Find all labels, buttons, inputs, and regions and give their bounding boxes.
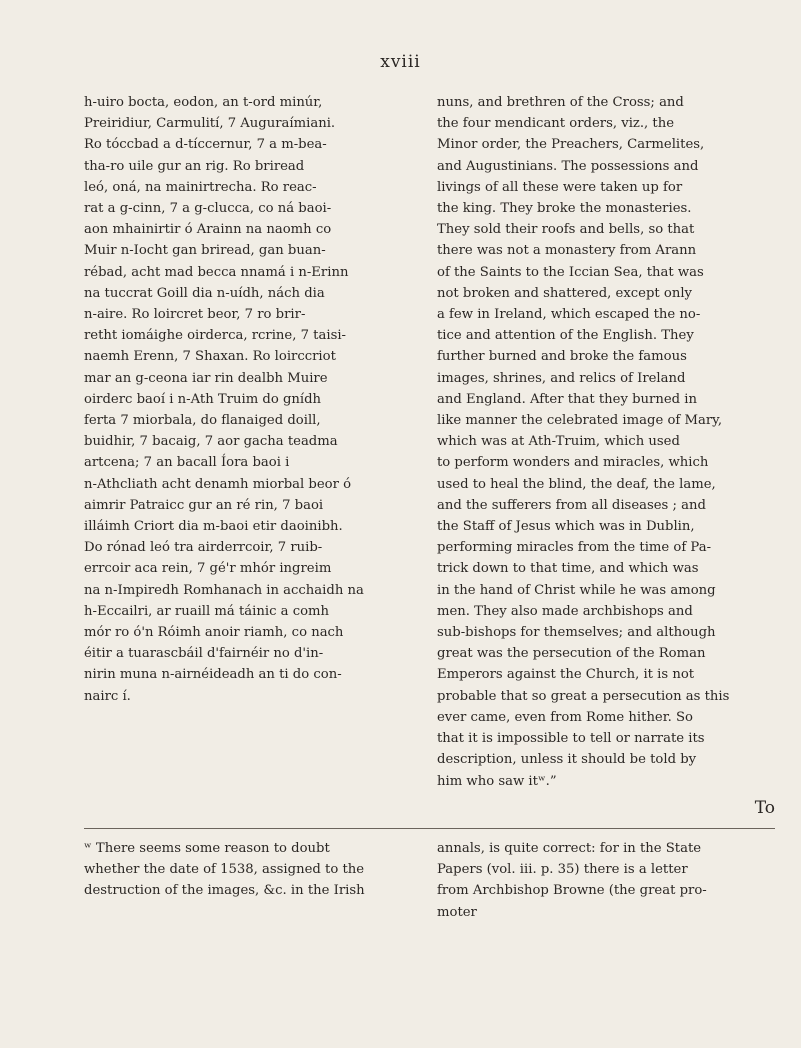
text-line: there was not a monastery from Arann <box>437 243 697 259</box>
text-line: moter <box>437 904 477 920</box>
text-line: whether the date of 1538, assigned to the <box>84 862 365 878</box>
text-line: that it is impossible to tell or narrate its <box>437 731 705 747</box>
text-line: destruction of the images, &c. in the Irish <box>84 883 365 899</box>
text-line: to perform wonders and miracles, which <box>437 455 709 471</box>
text-line: artcena; 7 an bacall Íora baoi i <box>84 455 290 471</box>
text-line: Preiridiur, Carmulití, 7 Auguraímiani. <box>84 116 336 132</box>
text-line: éitir a tuarascbáil d'fairnéir no d'in- <box>84 646 324 662</box>
footnote-divider <box>84 828 775 829</box>
text-line: and England. After that they burned in <box>437 391 697 407</box>
text-line: oirderc baoí i n-Ath Truim do gnídh <box>84 391 322 407</box>
footnote-left-column <box>84 838 426 902</box>
text-line: h-uiro bocta, eodon, an t-ord minúr, <box>84 95 323 110</box>
text-line: performing miracles from the time of Pa- <box>437 540 712 556</box>
text-line: errcoir aca rein, 7 gé'r mhór ingreim <box>84 561 332 577</box>
text-line: leó, oná, na mainirtrecha. Ro reac- <box>84 179 317 195</box>
english-text-column <box>437 92 775 792</box>
text-line: mar an g-ceona iar rin dealbh Muire <box>84 370 328 386</box>
text-line: Ro tóccbad a d-tíccernur, 7 a m-bea- <box>84 137 327 153</box>
text-line: the four mendicant orders, viz., the <box>437 116 675 132</box>
text-line: n-Athcliath acht denamh miorbal beor ó <box>84 476 352 492</box>
text-line: great was the persecution of the Roman <box>437 646 706 662</box>
text-line: images, shrines, and relics of Ireland <box>437 370 686 386</box>
text-line: not broken and shattered, except only <box>437 285 693 301</box>
text-line: rébad, acht mad becca nnamá i n-Erinn <box>84 264 349 280</box>
text-line: sub-bishops for themselves; and although <box>437 625 716 641</box>
text-line: and Augustinians. The possessions and <box>437 158 699 174</box>
text-line: illáimh Criort dia m-baoi etir daoinibh. <box>84 519 343 535</box>
text-line: They sold their roofs and bells, so that <box>437 222 695 238</box>
text-line: aon mhainirtir ó Arainn na naomh co <box>84 222 332 238</box>
text-line: like manner the celebrated image of Mary, <box>437 413 723 429</box>
text-line: and the sufferers from all diseases ; and <box>437 497 706 513</box>
text-line: of the Saints to the Iccian Sea, that was <box>437 264 704 280</box>
catchword: To <box>754 798 775 818</box>
text-line: further burned and broke the famous <box>437 349 687 365</box>
text-line: naemh Erenn, 7 Shaxan. Ro loirccriot <box>84 349 336 365</box>
text-line: nirin muna n-airnéideadh an ti do con- <box>84 667 342 683</box>
text-line: trick down to that time, and which was <box>437 561 699 577</box>
text-line: description, unless it should be told by <box>437 752 697 768</box>
text-line: the king. They broke the monasteries. <box>437 201 692 217</box>
text-line: from Archbishop Browne (the great pro- <box>437 883 707 899</box>
text-line: in the hand of Christ while he was among <box>437 582 716 598</box>
text-line: n-aire. Ro loircret beor, 7 ro brir- <box>84 307 306 323</box>
text-line: nairc í. <box>84 688 131 704</box>
text-line: rat a g-cinn, 7 a g-clucca, co ná baoi- <box>84 201 332 217</box>
text-line: ferta 7 miorbala, do flanaiged doill, <box>84 413 321 429</box>
text-line: Do rónad leó tra airderrcoir, 7 ruib- <box>84 540 323 556</box>
text-line: na n-Impiredh Romhanach in acchaidh na <box>84 582 364 598</box>
text-line: annals, is quite correct: for in the State <box>437 841 702 856</box>
text-line: a few in Ireland, which escaped the no- <box>437 307 701 323</box>
text-line: the Staff of Jesus which was in Dublin, <box>437 519 695 535</box>
text-line: livings of all these were taken up for <box>437 179 683 195</box>
irish-text-column <box>84 92 426 707</box>
text-line: na tuccrat Goill dia n-uídh, nách dia <box>84 285 325 301</box>
page-number: xviii <box>380 52 421 72</box>
text-line: which was at Ath-Truim, which used <box>437 434 680 450</box>
text-line: tha-ro uile gur an rig. Ro briread <box>84 158 305 174</box>
text-line: Minor order, the Preachers, Carmelites, <box>437 137 705 153</box>
text-line: h-Eccailri, ar ruaill má táinic a comh <box>84 603 330 619</box>
text-line: Muir n-Iocht gan briread, gan buan- <box>84 243 326 259</box>
text-line: ʷ There seems some reason to doubt <box>84 841 330 856</box>
text-line: men. They also made archbishops and <box>437 603 693 619</box>
text-line: nuns, and brethren of the Cross; and <box>437 95 684 110</box>
text-line: retht iomáighe oirderca, rcrine, 7 taisi- <box>84 328 347 344</box>
text-line: Emperors against the Church, it is not <box>437 667 695 683</box>
text-line: ever came, even from Rome hither. So <box>437 709 693 725</box>
text-line: aimrir Patraicc gur an ré rin, 7 baoi <box>84 497 324 513</box>
text-line: probable that so great a persecution as this <box>437 688 730 704</box>
text-line: tice and attention of the English. They <box>437 328 694 344</box>
text-line: buidhir, 7 bacaig, 7 aor gacha teadma <box>84 434 338 450</box>
text-line: him who saw itʷ.” <box>437 773 557 789</box>
footnote-right-column <box>437 838 775 923</box>
text-line: mór ro ó'n Róimh anoir riamh, co nach <box>84 625 344 641</box>
text-line: used to heal the blind, the deaf, the lame, <box>437 476 716 492</box>
text-line: Papers (vol. iii. p. 35) there is a letter <box>437 862 688 878</box>
